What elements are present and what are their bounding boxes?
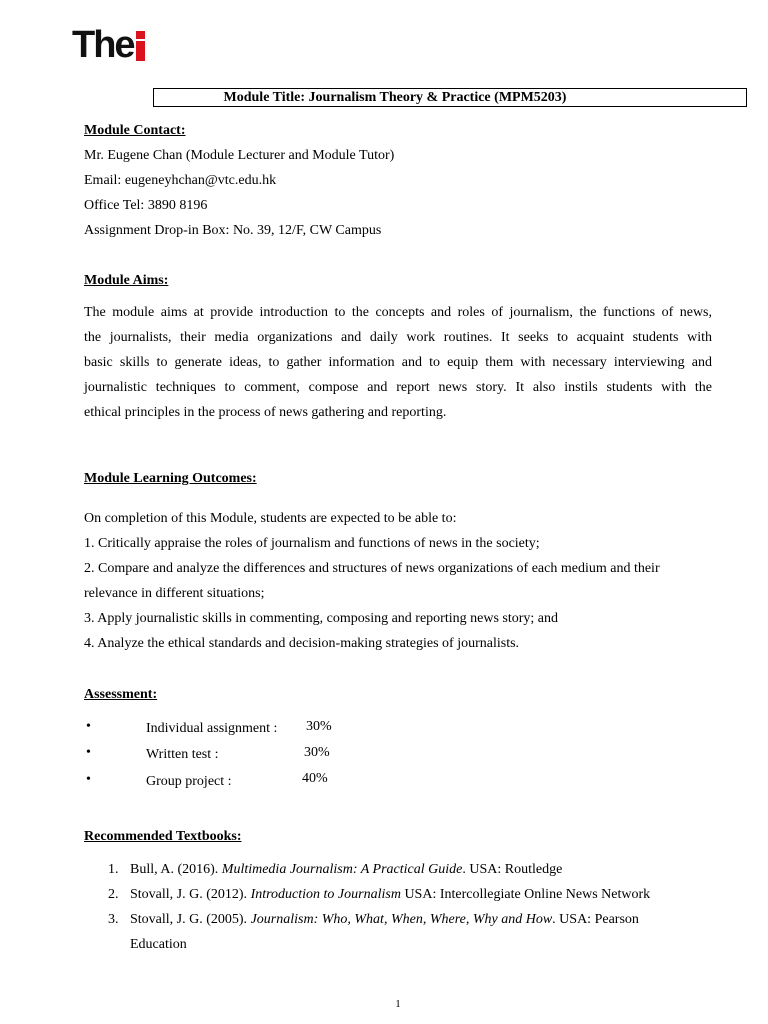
outcome-item-3: 3. Apply journalistic skills in commenting, composing and reporting news story; and: [84, 611, 559, 626]
aims-line: the journalists, their media organizations and daily work routines. It seeks to acquaint students with: [84, 330, 712, 345]
aims-line: basic skills to generate ideas, to gather information and to equip them with necessary interviewing and: [84, 355, 712, 370]
textbook-number: 3.: [108, 912, 119, 927]
textbook-entry: Stovall, J. G. (2005). Journalism: Who, What, When, Where, Why and How. USA: Pearson: [130, 912, 639, 927]
assessment-heading: Assessment:: [84, 687, 158, 702]
assessment-value: 40%: [302, 771, 328, 786]
assessment-value: 30%: [306, 719, 332, 734]
contact-heading: Module Contact:: [84, 123, 186, 138]
logo-i-mark: [136, 35, 145, 61]
outcome-item-2: 2. Compare and analyze the differences and structures of news organizations of each medium and their: [84, 561, 660, 576]
assessment-label: Written test :: [146, 747, 219, 762]
outcomes-heading: Module Learning Outcomes:: [84, 471, 257, 486]
textbook-entry: Bull, A. (2016). Multimedia Journalism: A Practical Guide. USA: Routledge: [130, 862, 563, 877]
thei-logo: [72, 24, 145, 64]
aims-heading: Module Aims:: [84, 273, 169, 288]
outcome-item-4: 4. Analyze the ethical standards and decision-making strategies of journalists.: [84, 636, 520, 651]
contact-lecturer: Mr. Eugene Chan (Module Lecturer and Module Tutor): [84, 148, 395, 163]
contact-office-tel: Office Tel: 3890 8196: [84, 198, 208, 213]
contact-email: Email: eugeneyhchan@vtc.edu.hk: [84, 173, 277, 188]
textbook-entry-cont: Education: [130, 937, 187, 952]
page-number: 1: [395, 998, 401, 1010]
aims-paragraph: [84, 300, 712, 425]
outcome-item-1: 1. Critically appraise the roles of journalism and functions of news in the society;: [84, 536, 540, 551]
assessment-value: 30%: [304, 745, 330, 760]
aims-line: The module aims at provide introduction to the concepts and roles of journalism, the functions of news,: [84, 305, 712, 320]
assessment-label: Group project :: [146, 774, 232, 789]
outcome-item-2-cont: relevance in different situations;: [84, 586, 265, 601]
textbooks-heading: Recommended Textbooks:: [84, 829, 242, 844]
bullet-icon: •: [86, 745, 91, 760]
bullet-icon: •: [86, 719, 91, 734]
textbook-number: 1.: [108, 862, 119, 877]
textbook-number: 2.: [108, 887, 119, 902]
contact-drop-box: Assignment Drop-in Box: No. 39, 12/F, CW Campus: [84, 223, 382, 238]
textbook-entry: Stovall, J. G. (2012). Introduction to Journalism USA: Intercollegiate Online News Network: [130, 887, 651, 902]
bullet-icon: •: [86, 772, 91, 787]
logo-text: The: [72, 24, 134, 66]
aims-line: journalistic techniques to comment, compose and report news story. It also instils students with the: [84, 380, 712, 395]
outcomes-intro: On completion of this Module, students are expected to be able to:: [84, 511, 457, 526]
aims-line: ethical principles in the process of news gathering and reporting.: [84, 405, 447, 420]
module-title-box: Module Title: Journalism Theory & Practice (MPM5203): [153, 88, 747, 107]
assessment-label: Individual assignment :: [146, 721, 278, 736]
